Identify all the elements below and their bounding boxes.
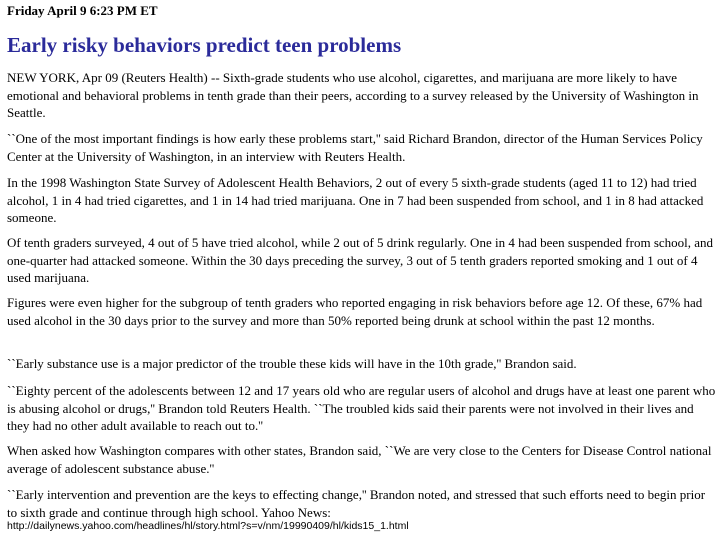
source-link[interactable]: http://dailynews.yahoo.com/headlines/hl/story.html?s=v/nm/19990409/hl/kids15_1.html <box>7 520 409 532</box>
article-headline: Early risky behaviors predict teen problems <box>7 33 402 57</box>
article-paragraph-5: Figures were even higher for the subgroup of tenth graders who reported engaging in risk behaviors before age 12. Of these, 67% had used alcohol in the 30 days prior to the survey and more than 50% reported being drunk at school within the past 12 months. <box>7 295 703 328</box>
dateline: Friday April 9 6:23 PM ET <box>7 3 158 18</box>
article-paragraph-3: In the 1998 Washington State Survey of Adolescent Health Behaviors, 2 out of every 5 sixth-grade students (aged 11 to 12) had tried alcohol, 1 in 4 had tried cigarettes, and 1 in 14 had tried marijuana. One in 7 had been suspended from school, and 1 in 8 had attacked someone. <box>7 175 704 225</box>
article-paragraph-9: ``Early intervention and prevention are the keys to effecting change,'' Brandon noted, and stressed that such efforts need to begin prior to sixth grade and continue through high school. Yahoo News: <box>7 487 706 520</box>
article-paragraph-6: ``Early substance use is a major predictor of the trouble these kids will have in the 10th grade,'' Brandon said. <box>7 356 577 371</box>
article-paragraph-2: ``One of the most important findings is how early these problems start,'' said Richard Brandon, director of the Human Services Policy Center at the University of Washington, in an interview with Reuters Health. <box>7 131 703 164</box>
article-paragraph-8: When asked how Washington compares with other states, Brandon said, ``We are very close to the Centers for Disease Control national average of adolescent substance abuse.'' <box>7 443 712 476</box>
article-paragraph-7: ``Eighty percent of the adolescents between 12 and 17 years old who are regular users of alcohol and drugs have at least one parent who is abusing alcohol or drugs,'' Brandon told Reuters Health. ``The troubled kids said their parents were not involved in their lives and they had no other adult available to reach out to.'' <box>7 383 716 433</box>
article-paragraph-1: NEW YORK, Apr 09 (Reuters Health) -- Sixth-grade students who use alcohol, cigarettes, and marijuana are more likely to have emotional and behavioral problems in tenth grade than their peers, according to a survey released by the University of Washington in Seattle. <box>7 70 699 120</box>
article-paragraph-4: Of tenth graders surveyed, 4 out of 5 have tried alcohol, while 2 out of 5 drink regularly. One in 4 had been suspended from school, and one-quarter had attacked someone. Within the 30 days preceding the survey, 3 out of 5 tenth graders reported smoking and 1 out of 4 used marijuana. <box>7 235 714 285</box>
